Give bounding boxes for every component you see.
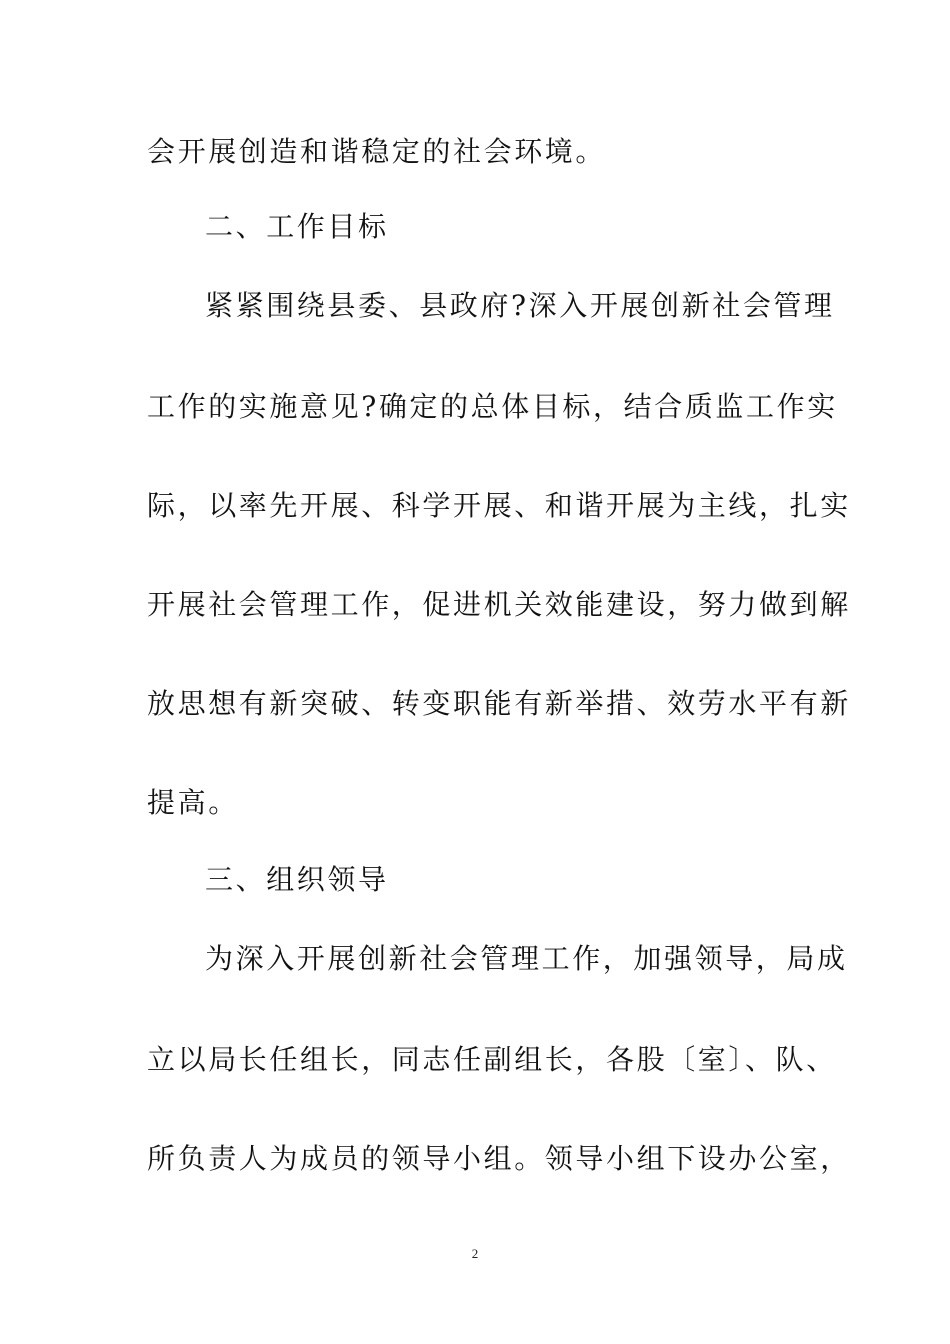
text-line-4: 工作的实施意见?确定的总体目标，结合质监工作实 xyxy=(147,390,838,423)
text-line-5: 际，以率先开展、科学开展、和谐开展为主线，扎实 xyxy=(147,489,851,522)
text-line-3: 紧紧围绕县委、县政府?深入开展创新社会管理 xyxy=(205,289,835,322)
text-line-6: 开展社会管理工作，促进机关效能建设，努力做到解 xyxy=(147,588,851,621)
page-number: 2 xyxy=(471,1246,479,1261)
text-line-12: 所负责人为成员的领导小组。领导小组下设办公室， xyxy=(147,1142,851,1175)
text-line-7: 放思想有新突破、转变职能有新举措、效劳水平有新 xyxy=(147,687,851,720)
text-line-8: 提高。 xyxy=(147,786,239,819)
section-heading-work-goals: 二、工作目标 xyxy=(205,210,389,243)
text-line-1: 会开展创造和谐稳定的社会环境。 xyxy=(147,135,607,168)
text-line-10: 为深入开展创新社会管理工作，加强领导，局成 xyxy=(205,942,848,975)
text-line-11: 立以局长任组长，同志任副组长，各股〔室〕、队、 xyxy=(147,1043,837,1076)
section-heading-organization: 三、组织领导 xyxy=(205,863,389,896)
